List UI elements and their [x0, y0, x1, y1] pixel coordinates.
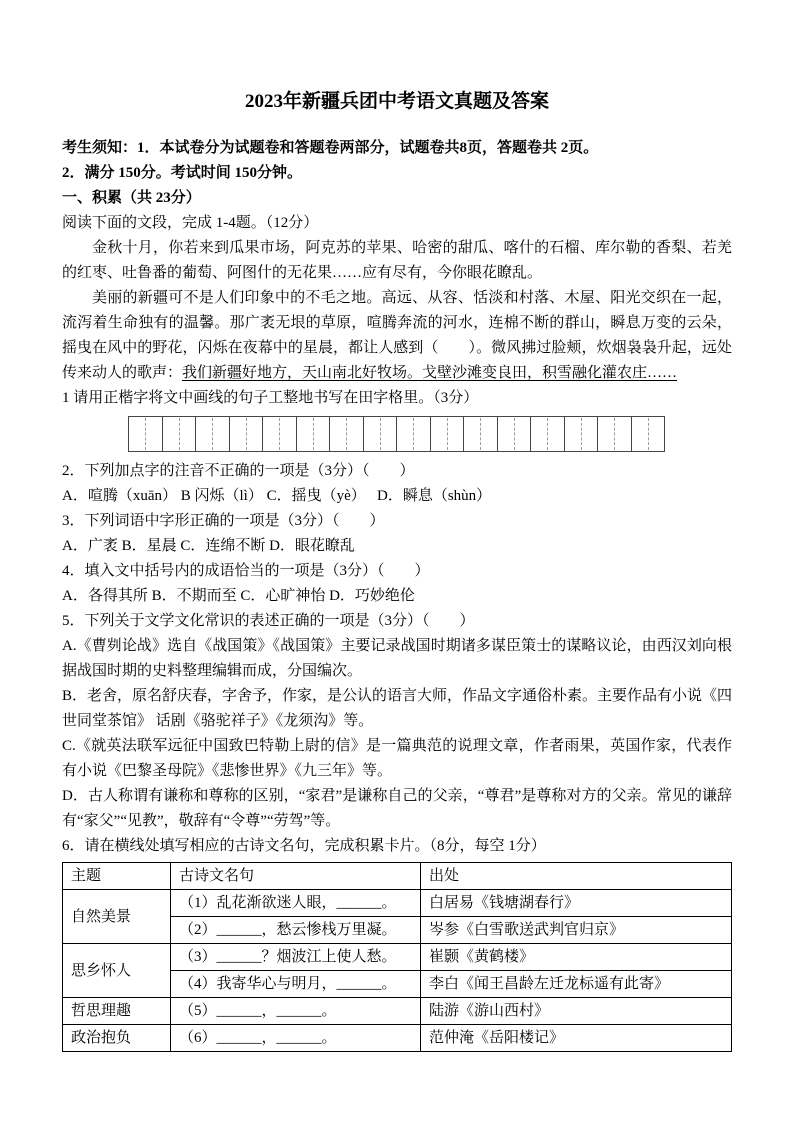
- accumulation-card-table: [62, 862, 732, 1052]
- verse-cell: （3）______？烟波江上使人愁。: [171, 944, 421, 971]
- table-header-source: 出处: [421, 863, 732, 890]
- notice-line-1: 考生须知：1．本试卷分为试题卷和答题卷两部分，试题卷共8页，答题卷共 2页。: [62, 140, 599, 156]
- writing-grid-cell: [163, 417, 197, 451]
- writing-grid-cell: [531, 417, 565, 451]
- passage-paragraph-2-text: 美丽的新疆可不是人们印象中的不毛之地。高远、从容、恬淡和村落、木屋、阳光交织在一起，流泻着生命独有的温馨。那广袤无垠的草原，喧腾奔流的河水，连棉不断的群山，瞬息万变的云朵，摇曳在风中的野花，闪烁在夜幕中的星晨，都让人感到（ ）。微风拂过脸颊，炊烟袅袅升起，远处传来动人的歌声：: [62, 290, 732, 381]
- table-row: [63, 998, 732, 1025]
- verse-cell: （4）我寄华心与明月，______。: [171, 971, 421, 998]
- source-cell: 白居易《钱塘湖春行》: [421, 890, 732, 917]
- writing-grid-cell: [230, 417, 264, 451]
- question-3-options: A．广袤 B．星晨 C．连绵不断 D．眼花瞭乱: [62, 538, 355, 554]
- verse-cell: （6）______，______。: [171, 1025, 421, 1052]
- verse-cell: （2）______，愁云惨栈万里凝。: [171, 917, 421, 944]
- passage-paragraph-1: 金秋十月，你若来到瓜果市场，阿克苏的苹果、哈密的甜瓜、喀什的石榴、库尔勒的香梨、若羌的红枣、吐鲁番的葡萄、阿图什的无花果……应有尽有，今你眼花瞭乱。: [62, 240, 732, 281]
- theme-cell-nature: 自然美景: [63, 890, 171, 944]
- writing-grid-cell: [196, 417, 230, 451]
- table-row: [63, 1025, 732, 1052]
- writing-grid-cell: [565, 417, 599, 451]
- question-2-stem: 2．下列加点字的注音不正确的一项是（3分）（ ）: [62, 463, 415, 479]
- table-header-verse: 古诗文名句: [171, 863, 421, 890]
- writing-grid-cell: [263, 417, 297, 451]
- writing-grid-cell: [464, 417, 498, 451]
- writing-grid-cell: [364, 417, 398, 451]
- writing-grid-cell: [632, 417, 665, 451]
- verse-cell: （5）______，______。: [171, 998, 421, 1025]
- question-2-options: A．喧腾（xuān） B 闪烁（lì） C．摇曳（yè） D．瞬息（shùn）: [62, 488, 492, 504]
- table-header-row: [63, 863, 732, 890]
- question-3-stem: 3．下列词语中字形正确的一项是（3分）（ ）: [62, 513, 385, 529]
- source-cell: 岑参《白雪歌送武判官归京》: [421, 917, 732, 944]
- source-cell: 李白《闻王昌龄左迁龙标遥有此寄》: [421, 971, 732, 998]
- section-heading: 一、积累（共 23分）: [62, 190, 201, 206]
- theme-cell-philosophy: 哲思理趣: [63, 998, 171, 1025]
- table-header-theme: 主题: [63, 863, 171, 890]
- question-4-stem: 4．填入文中括号内的成语恰当的一项是（3分）（ ）: [62, 563, 430, 579]
- writing-grid-cell: [431, 417, 465, 451]
- question-5-stem: 5．下列关于文学文化常识的表述正确的一项是（3分）（ ）: [62, 613, 475, 629]
- writing-grid-cell: [598, 417, 632, 451]
- section-instruction: 阅读下面的文段，完成 1-4题。（12分）: [62, 215, 319, 231]
- table-row: [63, 890, 732, 917]
- theme-cell-homesick: 思乡怀人: [63, 944, 171, 998]
- table-row: [63, 944, 732, 971]
- passage-paragraph-2: [62, 286, 732, 386]
- writing-grid-cell: [297, 417, 331, 451]
- question-1-stem: 1 请用正楷字将文中画线的句子工整地书写在田字格里。（3分）: [62, 390, 479, 406]
- question-5-option-a: A.《曹刿论战》选自《战国策》《战国策》主要记录战国时期诸多谋臣策士的谋略议论，由西汉刘向根据战国时期的史料整理编辑而成，分国编次。: [62, 638, 732, 679]
- source-cell: 范仲淹《岳阳楼记》: [421, 1025, 732, 1052]
- question-6-stem: 6．请在横线处填写相应的古诗文名句，完成积累卡片。（8分，每空 1分）: [62, 838, 546, 854]
- writing-grid-cell: [498, 417, 532, 451]
- question-5-option-b: B．老舍，原名舒庆春，字舍予，作家，是公认的语言大师，作品文字通俗朴素。主要作品有小说《四世同堂茶馆》 话剧《骆驼祥子》《龙须沟》等。: [62, 688, 733, 729]
- page-title: 2023年新疆兵团中考语文真题及答案: [244, 91, 549, 112]
- question-4-options: A．各得其所 B．不期而至 C．心旷神怡 D．巧妙绝伦: [62, 588, 415, 604]
- notice-line-2: 2．满分 150分。考试时间 150分钟。: [62, 165, 303, 181]
- writing-grid-cell: [397, 417, 431, 451]
- writing-grid-cell: [129, 417, 163, 451]
- writing-grid: [128, 416, 665, 452]
- writing-grid-cell: [330, 417, 364, 451]
- source-cell: 陆游《游山西村》: [421, 998, 732, 1025]
- question-5-option-d: D．古人称谓有谦称和尊称的区别，“家君”是谦称自己的父亲，“尊君”是尊称对方的父亲。常见的谦辞有“家父”“见教”，敬辞有“令尊”“劳驾”等。: [62, 788, 732, 829]
- theme-cell-ambition: 政治抱负: [63, 1025, 171, 1052]
- source-cell: 崔颢《黄鹤楼》: [421, 944, 732, 971]
- passage-underlined-sentence: 我们新疆好地方，天山南北好牧场。戈壁沙滩变良田，积雪融化灌农庄……: [182, 365, 678, 381]
- question-5-option-c: C.《就英法联军远征中国致巴特勒上尉的信》是一篇典范的说理文章，作者雨果，英国作家，代表作有小说《巴黎圣母院》《悲惨世界》《九三年》等。: [62, 738, 732, 779]
- verse-cell: （1）乱花渐欲迷人眼，______。: [171, 890, 421, 917]
